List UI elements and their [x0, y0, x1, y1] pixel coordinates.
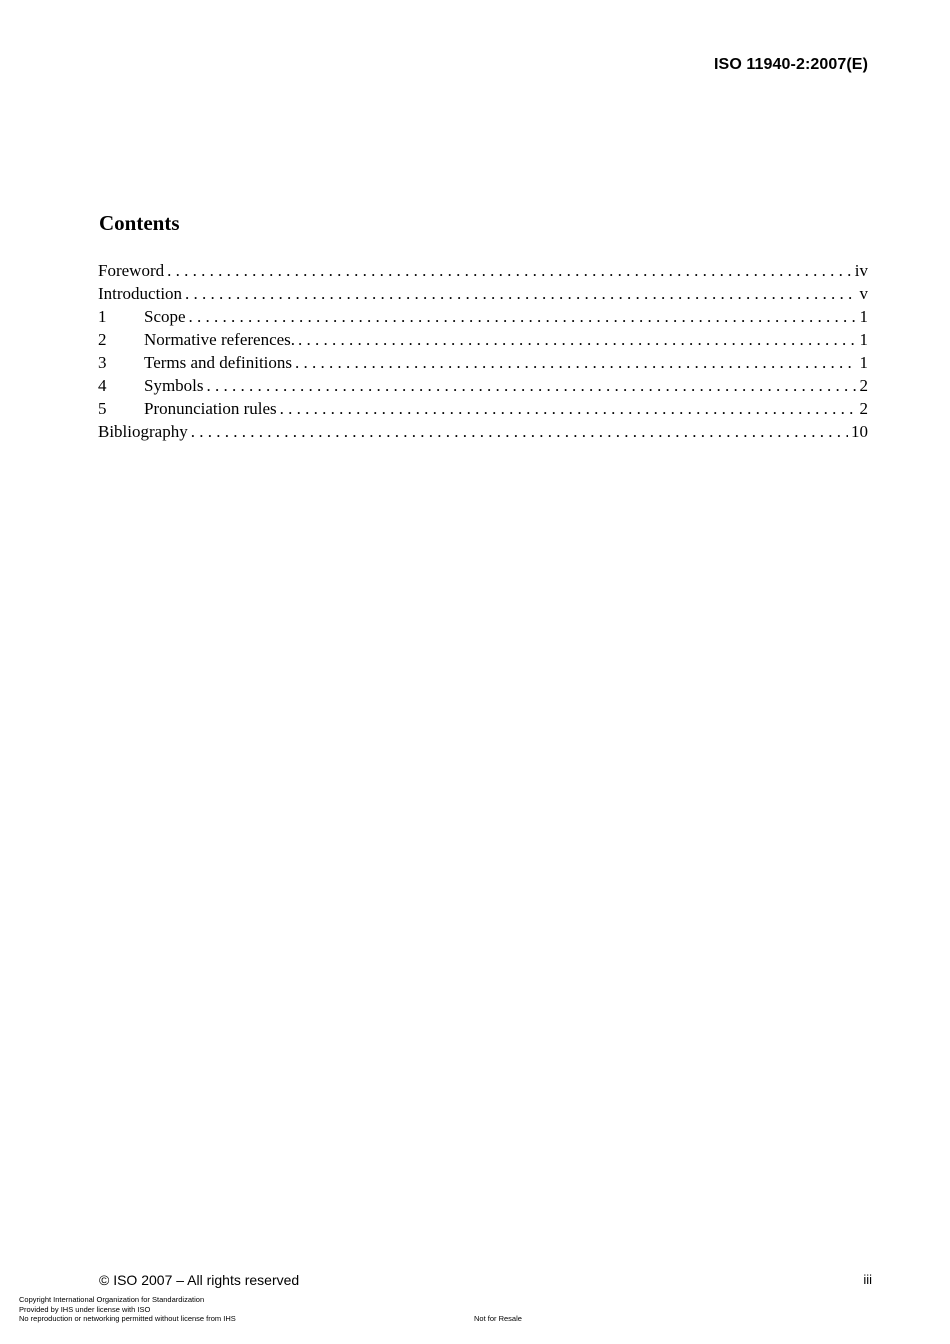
dot-leader: [295, 351, 856, 374]
dot-leader: [298, 328, 856, 351]
toc-entry-title: Bibliography: [98, 422, 188, 441]
toc-entry-symbols[interactable]: [98, 374, 868, 397]
toc-entry-title: Scope: [144, 307, 186, 326]
toc-entry-title: Symbols: [144, 376, 204, 395]
license-line: No reproduction or networking permitted without license from IHS: [19, 1314, 236, 1323]
toc-entry-page: 2: [859, 376, 868, 395]
toc-entry-page: 1: [859, 307, 868, 326]
toc-entry-page: 10: [851, 422, 868, 441]
toc-entry-foreword[interactable]: [98, 259, 868, 282]
toc-entry-page: 2: [859, 399, 868, 418]
dot-leader: [189, 305, 857, 328]
toc-entry-page: iv: [854, 261, 868, 280]
dot-leader: [280, 397, 857, 420]
toc-entry-page: 1: [859, 330, 868, 349]
toc-entry-pronunciation-rules[interactable]: [98, 397, 868, 420]
document-id: ISO 11940-2:2007(E): [714, 56, 868, 73]
dot-leader: [185, 282, 856, 305]
toc-entry-page: v: [859, 284, 868, 303]
license-notice: [19, 1295, 236, 1324]
toc-entry-number: 1: [98, 307, 107, 326]
dot-leader: [167, 259, 852, 282]
toc-entry-number: 5: [98, 399, 107, 418]
toc-entry-title: Normative references.: [144, 330, 296, 349]
license-line: Copyright International Organization for Standardization: [19, 1295, 205, 1304]
license-line: Provided by IHS under license with ISO: [19, 1304, 151, 1314]
toc-entry-bibliography[interactable]: [98, 420, 868, 443]
toc-entry-number: 2: [98, 330, 107, 349]
dot-leader: [191, 420, 848, 443]
page-number: iii: [863, 1272, 872, 1287]
contents-heading: Contents: [99, 211, 180, 235]
toc-entry-title: Pronunciation rules: [144, 399, 277, 418]
toc-entry-scope[interactable]: [98, 305, 868, 328]
dot-leader: [207, 374, 857, 397]
toc-entry-title: Foreword: [98, 261, 165, 280]
not-for-resale-notice: Not for Resale: [474, 1314, 522, 1323]
toc-entry-number: 4: [98, 376, 107, 395]
toc-entry-introduction[interactable]: [98, 282, 868, 305]
toc-entry-normative-references[interactable]: [98, 328, 868, 351]
toc-entry-title: Introduction: [98, 284, 183, 303]
toc-entry-number: 3: [98, 353, 107, 372]
toc-entry-page: 1: [859, 353, 868, 372]
copyright-notice: © ISO 2007 – All rights reserved: [99, 1272, 300, 1288]
toc-entry-title: Terms and definitions: [144, 353, 293, 372]
toc-entry-terms-and-definitions[interactable]: [98, 351, 868, 374]
table-of-contents: [98, 259, 868, 443]
